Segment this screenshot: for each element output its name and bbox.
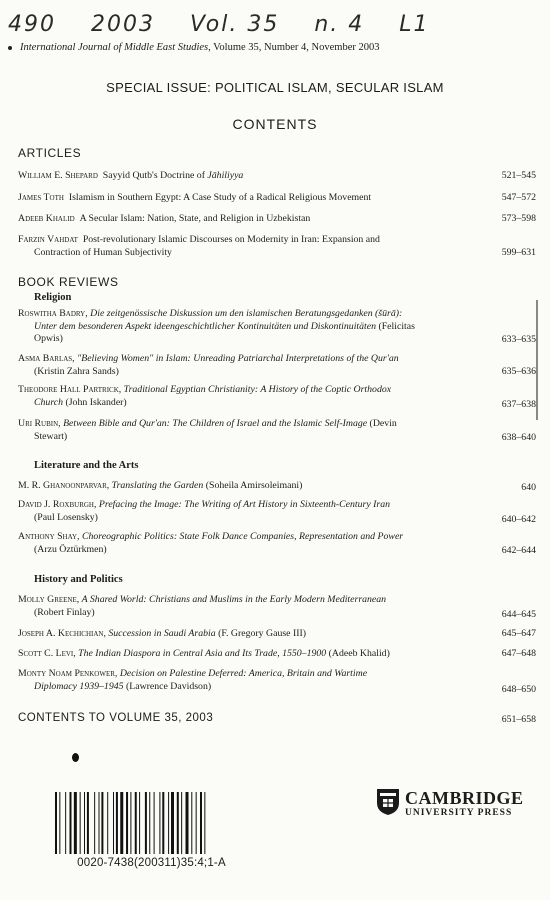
bullet-mark xyxy=(8,46,12,50)
reviewer-continued: Stewart) xyxy=(34,430,68,442)
review-entry xyxy=(18,648,480,661)
hand-issue: n. 4 xyxy=(314,12,365,37)
review-title-continued: Diplomacy 1939–1945 xyxy=(34,680,124,692)
review-pages: 637–638 xyxy=(501,399,536,410)
review-entry xyxy=(18,480,480,493)
review-title: "Believing Women" in Islam: Unreading Patriarchal Interpretations of the Qur'an xyxy=(77,353,399,364)
barcode-bar xyxy=(186,792,189,854)
journal-line xyxy=(20,42,380,53)
barcode-bar xyxy=(99,792,100,854)
review-pages: 638–640 xyxy=(501,432,536,443)
barcode-bar xyxy=(130,792,131,854)
article-pages: 521–545 xyxy=(501,170,536,181)
review-title: Traditional Egyptian Christianity: A History of the Coptic Orthodox xyxy=(123,384,392,395)
journal-name: International Journal of Middle East Studies xyxy=(20,42,209,53)
barcode-bar xyxy=(80,792,81,854)
article-author: James Toth xyxy=(18,192,64,203)
barcode-bar xyxy=(191,792,192,854)
hand-volume: Vol. 35 xyxy=(190,12,280,37)
barcode-bar xyxy=(135,792,137,854)
history-heading: History and Politics xyxy=(34,574,123,585)
article-pages: 573–598 xyxy=(501,213,536,224)
review-entry xyxy=(18,353,480,378)
review-author: Scott C. Levi, xyxy=(18,648,76,659)
review-author: Molly Greene, xyxy=(18,594,80,605)
article-author: Adeeb Khalid xyxy=(18,213,75,224)
barcode-bar xyxy=(74,792,77,854)
article-pages: 547–572 xyxy=(501,192,536,203)
review-entry xyxy=(18,499,480,524)
barcode-bar xyxy=(204,792,205,854)
barcode-bar xyxy=(149,792,150,854)
reviewer: (Robert Finlay) xyxy=(34,606,95,618)
review-entry xyxy=(18,418,480,443)
reviewer: (Devin xyxy=(367,418,397,429)
reviewer: (Felicitas xyxy=(376,320,415,332)
review-author: Asma Barlas, xyxy=(18,353,75,364)
review-author: Roswitha Badry, xyxy=(18,308,88,319)
barcode-bar xyxy=(177,792,179,854)
review-title: The Indian Diaspora in Central Asia and Its Trade, 1550–1900 xyxy=(78,648,327,659)
reviewer: (John Iskander) xyxy=(63,396,127,408)
review-author: Monty Noam Penkower, xyxy=(18,668,118,679)
barcode-bar xyxy=(145,792,147,854)
literature-heading: Literature and the Arts xyxy=(34,460,139,471)
review-pages: 645–647 xyxy=(501,628,536,639)
scan-edge xyxy=(536,300,538,420)
reviewer: (Soheila Amirsoleimani) xyxy=(203,480,303,491)
review-entry xyxy=(18,308,480,346)
article-entry xyxy=(18,170,480,183)
review-pages: 635–636 xyxy=(501,366,536,377)
article-author: Farzin Vahdat xyxy=(18,234,78,245)
review-title: Decision on Palestine Deferred: America, Britain and Wartime xyxy=(119,668,368,679)
hand-number: 490 xyxy=(8,12,56,37)
review-entry xyxy=(18,628,480,641)
reviewer: (Kristin Zahra Sands) xyxy=(34,365,119,377)
barcode-bar xyxy=(65,792,66,854)
publisher-press: UNIVERSITY PRESS xyxy=(405,808,513,818)
review-pages: 647–648 xyxy=(501,648,536,659)
review-author: David J. Roxburgh, xyxy=(18,499,97,510)
articles-heading: ARTICLES xyxy=(18,146,82,160)
barcode-bar xyxy=(120,792,123,854)
barcode-bar xyxy=(87,792,89,854)
review-pages: 648–650 xyxy=(501,684,536,695)
barcode-bar xyxy=(200,792,202,854)
barcode-bar xyxy=(139,792,140,854)
reviewer: (Arzu Öztürkmen) xyxy=(34,543,107,555)
review-title: Choreographic Politics: State Folk Dance Companies, Representation and Power xyxy=(81,531,404,542)
barcode-bar xyxy=(171,792,174,854)
review-title: Translating the Garden xyxy=(111,480,204,491)
review-author: Theodore Hall Partrick, xyxy=(18,384,122,395)
reviewer: (Paul Losensky) xyxy=(34,511,98,523)
publisher-name: CAMBRIDGE xyxy=(405,788,524,808)
barcode-bar xyxy=(168,792,169,854)
reviewer: (Adeeb Khalid) xyxy=(326,648,390,659)
journal-details: , Volume 35, Number 4, November 2003 xyxy=(208,42,380,53)
reviewer: (Lawrence Davidson) xyxy=(123,680,212,692)
reviewer-continued: Opwis) xyxy=(34,333,63,344)
article-entry xyxy=(18,234,480,259)
article-title-italic: Jāhiliyya xyxy=(207,170,244,181)
book-reviews-heading: BOOK REVIEWS xyxy=(18,275,119,289)
reviewer: (F. Gregory Gause III) xyxy=(215,628,307,639)
handwritten-annotation xyxy=(8,12,456,37)
review-author: M. R. Ghanoonparvar, xyxy=(18,480,110,491)
barcode-bar xyxy=(196,792,197,854)
article-title: A Secular Islam: Nation, State, and Religion in Uzbekistan xyxy=(79,213,311,224)
review-entry xyxy=(18,668,480,693)
review-entry xyxy=(18,594,480,619)
review-author: Anthony Shay, xyxy=(18,531,80,542)
review-title-continued: Church xyxy=(34,396,64,408)
barcode xyxy=(55,792,248,854)
review-pages: 640 xyxy=(521,482,536,493)
article-author: William E. Shepard xyxy=(18,170,98,181)
volume-contents-label: CONTENTS TO VOLUME 35, 2003 xyxy=(18,712,214,724)
contents-heading: CONTENTS xyxy=(232,116,318,132)
barcode-bar xyxy=(154,792,155,854)
article-title: Post-revolutionary Islamic Discourses on Modernity in Iran: Expansion and xyxy=(82,234,380,245)
barcode-bar xyxy=(70,792,72,854)
review-author: Uri Rubin, xyxy=(18,418,61,429)
barcode-bar xyxy=(162,792,164,854)
article-title-continued: Contraction of Human Subjectivity xyxy=(34,246,172,258)
review-pages: 640–642 xyxy=(501,514,536,525)
barcode-bar xyxy=(159,792,160,854)
barcode-bar xyxy=(107,792,108,854)
review-title: Between Bible and Qur'an: The Children of Israel and the Islamic Self-Image xyxy=(63,418,368,429)
review-title: Die zeitgenössische Diskussion um den islamischen Beratungsgedanken (šūrā): xyxy=(90,308,403,319)
barcode-bar xyxy=(59,792,60,854)
article-title: Sayyid Qutb's Doctrine of xyxy=(102,170,208,181)
article-pages: 599–631 xyxy=(501,247,536,258)
hand-year: 2003 xyxy=(91,12,155,37)
barcode-number: 0020-7438(200311)35:4;1-A xyxy=(77,857,226,869)
hand-code: L1 xyxy=(399,12,430,37)
barcode-bar xyxy=(113,792,114,854)
review-title: Prefacing the Image: The Writing of Art History in Sixteenth-Century Iran xyxy=(98,499,391,510)
review-entry xyxy=(18,531,480,556)
review-title: A Shared World: Christians and Muslims in the Early Modern Mediterranean xyxy=(81,594,387,605)
review-pages: 642–644 xyxy=(501,545,536,556)
review-title: Succession in Saudi Arabia xyxy=(108,628,216,639)
barcode-bar xyxy=(181,792,182,854)
barcode-bar xyxy=(101,792,103,854)
special-issue-title: SPECIAL ISSUE: POLITICAL ISLAM, SECULAR ISLAM xyxy=(106,80,444,95)
review-entry xyxy=(18,384,480,409)
ink-dot xyxy=(72,753,79,762)
volume-contents-pages: 651–658 xyxy=(501,714,536,725)
review-pages: 644–645 xyxy=(501,609,536,620)
barcode-bar xyxy=(94,792,95,854)
crest-icon xyxy=(376,788,400,816)
article-entry xyxy=(18,192,480,205)
review-title-continued: Unter dem besonderen Aspekt ideengeschichtlicher Kontinuitäten und Diskontinuitäten xyxy=(34,320,377,332)
religion-heading: Religion xyxy=(34,292,72,303)
review-pages: 633–635 xyxy=(501,334,536,345)
article-title: Islamism in Southern Egypt: A Case Study of a Radical Religious Movement xyxy=(68,192,372,203)
barcode-bar xyxy=(116,792,118,854)
barcode-bar xyxy=(84,792,85,854)
barcode-bar xyxy=(126,792,128,854)
barcode-bar xyxy=(55,792,57,854)
review-author: Joseph A. Kechichian, xyxy=(18,628,106,639)
article-entry xyxy=(18,213,480,226)
